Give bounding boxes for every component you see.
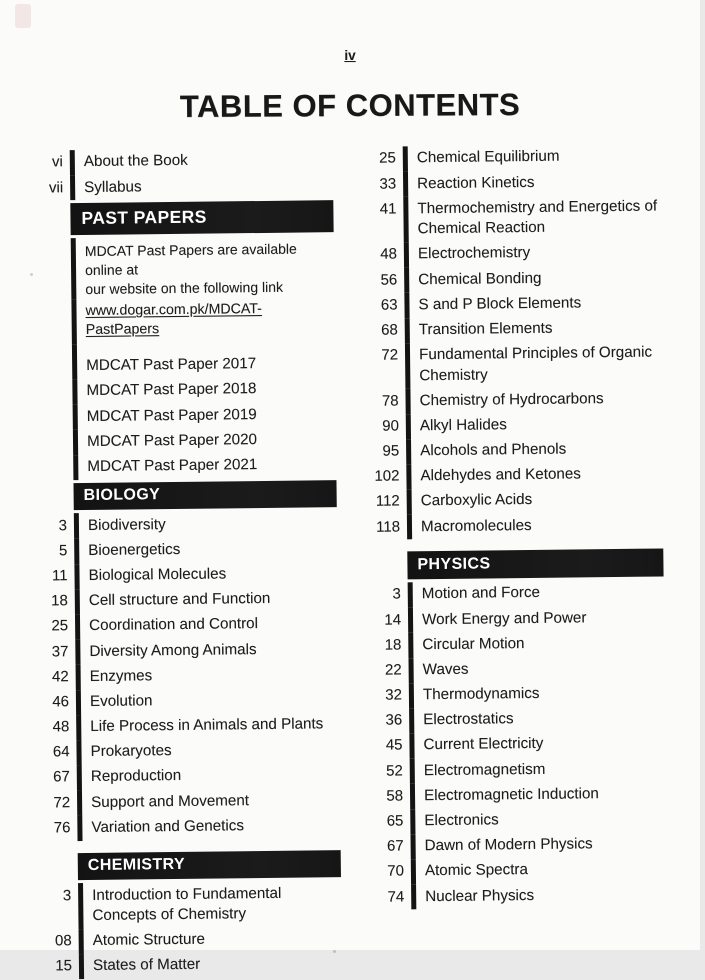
entry-page-number: vii (48, 178, 64, 196)
entry-page-number: 25 (379, 149, 396, 168)
toc-entry-row (40, 661, 339, 690)
section-banner-row (371, 546, 663, 583)
entry-page-number (37, 455, 73, 481)
entry-page-number (35, 239, 72, 300)
entry-title: Reaction Kinetics (417, 173, 535, 192)
entry-title: About the Book (83, 152, 188, 171)
entry-page-number: 48 (380, 245, 398, 263)
toc-entry-row (371, 512, 663, 540)
section-banner: PAST PAPERS (70, 201, 333, 236)
entry-page-number: 33 (379, 175, 397, 193)
entry-title: Electrochemistry (417, 244, 531, 263)
entry-page-number: 65 (386, 812, 404, 830)
entry-page-number: 64 (52, 743, 70, 761)
entry-page-number: 67 (386, 837, 404, 855)
availability-note-row (35, 236, 335, 300)
section-banner-row (42, 847, 341, 884)
toc-entry-row (373, 680, 665, 708)
entry-title: MDCAT Past Paper 2020 (86, 430, 258, 450)
banner-gutter (34, 201, 70, 239)
entry-page-number: 3 (392, 585, 401, 603)
toc-entry-row (374, 756, 666, 784)
entry-page-number: 14 (384, 610, 402, 629)
entry-title: Atomic Spectra (424, 861, 528, 880)
entry-page-number: 118 (375, 518, 401, 536)
entry-title: MDCAT Past Paper 2017 (86, 355, 257, 375)
entry-page-number: 58 (386, 787, 404, 805)
entry-page-number: 18 (51, 592, 68, 610)
entry-page-number: 68 (380, 321, 398, 339)
toc-entry-row (374, 831, 666, 859)
toc-entry-row (38, 561, 337, 590)
page-folio-number: iv (344, 48, 356, 63)
entry-page-number: 78 (381, 392, 399, 410)
section-banner: PHYSICS (407, 549, 663, 579)
toc-entry-row (374, 806, 666, 834)
entry-page-number (37, 429, 73, 455)
entry-title: Dawn of Modern Physics (424, 835, 593, 855)
toc-entry-row (375, 856, 667, 884)
toc-entry-row (34, 147, 333, 176)
entry-page-number: 112 (375, 492, 400, 511)
scan-smudge (15, 4, 31, 28)
toc-column-left (34, 147, 342, 979)
toc-column-right (367, 143, 668, 910)
entry-title: Evolution (89, 692, 153, 710)
entry-title: Variation and Genetics (91, 817, 245, 836)
toc-entry-row (34, 172, 333, 201)
entry-page-number: 102 (374, 467, 400, 485)
toc-segment (34, 147, 341, 841)
entry-title: Coordination and Control (89, 615, 259, 635)
toc-entry-row (371, 487, 663, 515)
banner-gutter (42, 850, 78, 884)
toc-entry-row (369, 386, 661, 414)
entry-page-number: 15 (55, 957, 73, 975)
entry-page-number: 90 (382, 417, 399, 435)
entry-page-number: 52 (385, 762, 403, 780)
entry-title: Introduction to Fundamental Concepts of Chemistry (92, 884, 282, 924)
toc-entry-row (36, 341, 335, 379)
entry-page-number: 11 (51, 567, 68, 585)
banner-gutter (371, 549, 407, 583)
banner-gutter (37, 480, 73, 514)
entry-page-number (37, 404, 73, 430)
toc-entry-row (39, 611, 338, 640)
entry-title: States of Matter (92, 956, 201, 975)
toc-entry-row (42, 880, 341, 929)
toc-entry-row (38, 510, 337, 539)
toc-entry-row (375, 882, 667, 910)
toc-entry-row (374, 781, 666, 809)
entry-page-number: 70 (387, 862, 405, 880)
entry-title: Prokaryotes (90, 742, 172, 761)
entry-page-number: 45 (385, 736, 403, 755)
toc-entry-row (372, 655, 664, 683)
toc-segment (42, 847, 342, 980)
entry-title: Atomic Structure (92, 930, 206, 950)
entry-title: Electromagnetism (423, 760, 546, 779)
toc-entry-row (367, 169, 659, 197)
toc-entry-row (37, 452, 336, 481)
entry-title: Alkyl Halides (419, 416, 507, 435)
entry-title: Macromolecules (420, 516, 532, 535)
entry-title: Electromagnetic Induction (423, 785, 599, 805)
toc-entry-row (368, 290, 660, 318)
entry-page-number: 41 (379, 200, 397, 218)
entry-title: Life Process in Animals and Plants (90, 715, 324, 736)
entry-page-number: 72 (53, 793, 71, 812)
entry-page-number: 25 (51, 617, 69, 635)
entry-page-number (36, 344, 72, 379)
toc-entry-row (36, 376, 335, 405)
scan-speck (30, 273, 33, 276)
entry-page-number: vi (51, 153, 63, 171)
entry-title: MDCAT Past Paper 2019 (86, 405, 257, 425)
entry-title: Transition Elements (418, 319, 553, 339)
toc-entry-row (40, 687, 339, 716)
entry-title: Bioenergetics (88, 540, 181, 559)
entry-title: Electrostatics (423, 710, 514, 729)
toc-entry-row (368, 239, 660, 267)
note-line: our website on the following link (85, 278, 284, 297)
toc-entry-row (373, 705, 665, 733)
entry-page-number (36, 379, 72, 405)
toc-entry-row (370, 436, 662, 464)
entry-title: Cell structure and Function (88, 590, 271, 610)
entry-page-number: 3 (62, 886, 72, 904)
entry-title: Chemical Bonding (418, 269, 542, 288)
entry-title: Chemistry of Hydrocarbons (419, 389, 604, 409)
entry-title: Work Energy and Power (421, 608, 587, 628)
entry-page-number: 3 (58, 516, 68, 534)
toc-entry-row (369, 340, 661, 389)
entry-title: Thermochemistry and Energetics of Chemical Reaction (417, 197, 658, 238)
toc-entry-row (369, 315, 661, 343)
toc-columns (0, 143, 696, 975)
availability-note (76, 236, 335, 300)
section-banner: BIOLOGY (73, 480, 336, 510)
toc-entry-row (40, 737, 339, 766)
entry-title: Enzymes (89, 666, 153, 685)
entry-page-number: 48 (52, 718, 70, 736)
entry-page-number: 95 (382, 442, 400, 460)
entry-title: Circular Motion (422, 634, 525, 653)
entry-title: Diversity Among Animals (89, 640, 257, 660)
entry-page-number: 18 (384, 636, 402, 654)
entry-title: Nuclear Physics (425, 886, 535, 905)
toc-entry-row (39, 636, 338, 665)
entry-title: Electronics (424, 811, 499, 830)
entry-title: Aldehydes and Ketones (420, 465, 581, 485)
entry-title: Carboxylic Acids (420, 491, 533, 510)
toc-entry-row (370, 461, 662, 489)
website-link: www.dogar.com.pk/MDCAT-PastPapers (85, 301, 262, 339)
entry-title: MDCAT Past Paper 2018 (86, 380, 257, 400)
entry-page-number: 74 (387, 887, 405, 906)
entry-page-number: 08 (54, 932, 72, 950)
entry-page-number: 37 (51, 642, 69, 660)
entry-title: Chemical Equilibrium (416, 147, 560, 167)
entry-page-number: 67 (53, 768, 70, 786)
toc-entry-row (41, 787, 340, 816)
toc-entry-row (368, 265, 660, 293)
toc-entry-row (373, 730, 665, 758)
toc-entry-row (372, 630, 664, 658)
entry-page-number: 5 (58, 541, 68, 560)
entry-title: Syllabus (84, 177, 142, 196)
toc-segment (371, 546, 667, 910)
entry-title: Support and Movement (91, 791, 250, 811)
entry-page-number: 32 (385, 686, 403, 704)
toc-entry-row (367, 194, 659, 243)
toc-entry-row (41, 813, 340, 842)
entry-title: Fundamental Principles of Organic Chemistry (418, 343, 653, 384)
entry-title: Thermodynamics (422, 684, 540, 704)
entry-page-number: 42 (51, 667, 69, 686)
entry-page-number (35, 299, 72, 344)
entry-title: Biological Molecules (88, 565, 227, 584)
section-banner-row (34, 198, 333, 239)
toc-entry-row (372, 579, 664, 607)
toc-segment (367, 143, 663, 540)
toc-entry-row (367, 143, 659, 171)
entry-title: Alcohols and Phenols (420, 440, 567, 460)
toc-entry-row (43, 926, 342, 955)
entry-title: Reproduction (90, 767, 182, 786)
toc-entry-row (43, 951, 342, 980)
toc-entry-row (38, 536, 337, 565)
section-banner-row (37, 477, 336, 514)
entry-title: Biodiversity (87, 515, 166, 534)
entry-page-number: 36 (385, 711, 403, 729)
toc-entry-row (41, 762, 340, 791)
toc-entry-row (37, 401, 336, 430)
note-line: MDCAT Past Papers are available online at (84, 240, 297, 278)
toc-entry-row (370, 411, 662, 439)
page-title: TABLE OF CONTENTS (179, 86, 521, 125)
entry-page-number: 56 (380, 270, 398, 289)
entry-title: Waves (422, 660, 469, 679)
entry-page-number: 22 (384, 661, 402, 679)
section-banner: CHEMISTRY (78, 850, 341, 880)
toc-entry-row (372, 605, 664, 633)
website-link-row (35, 296, 334, 344)
toc-entry-row (40, 712, 339, 741)
entry-page-number: 46 (52, 693, 70, 711)
entry-page-number: 72 (381, 346, 399, 364)
entry-title: MDCAT Past Paper 2021 (87, 455, 258, 475)
entry-page-number: 76 (53, 819, 71, 837)
toc-entry-row (37, 426, 336, 455)
entry-page-number: 63 (380, 296, 398, 314)
entry-title: Current Electricity (423, 735, 544, 754)
toc-entry-row (39, 586, 338, 615)
entry-title: S and P Block Elements (418, 294, 582, 313)
entry-title: Motion and Force (421, 584, 541, 603)
